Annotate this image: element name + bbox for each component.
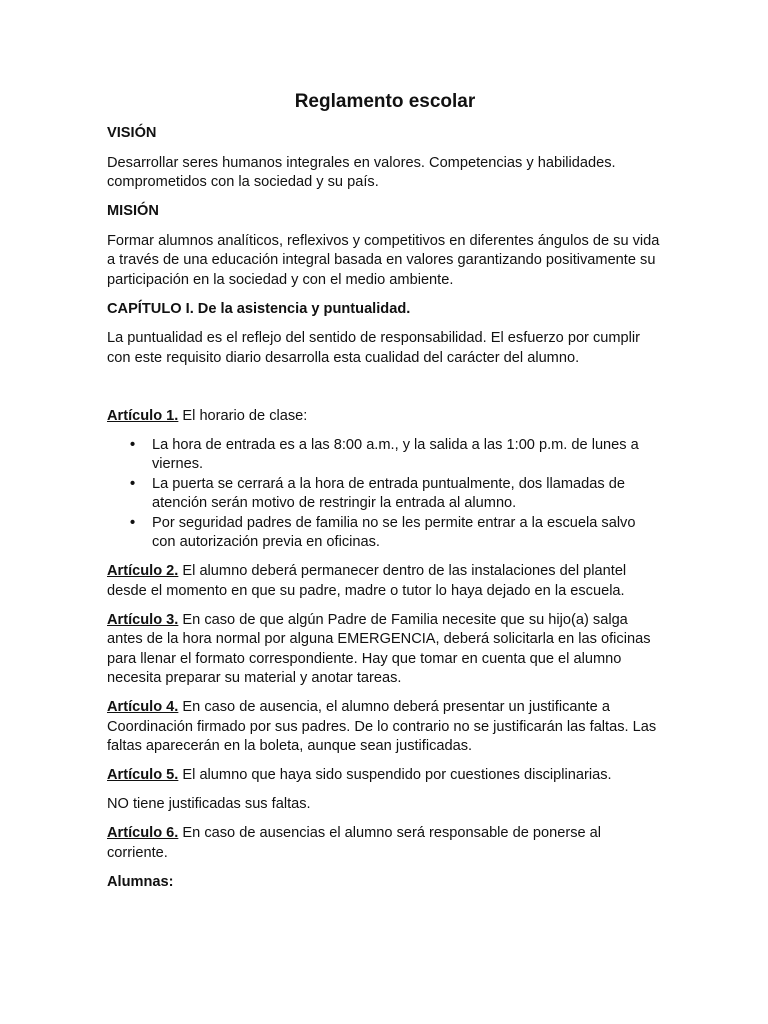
vision-text: Desarrollar seres humanos integrales en valores. Competencias y habilidades. comprometidos con la sociedad y su país. <box>107 154 616 190</box>
article-6 <box>107 824 663 863</box>
article-2 <box>107 562 663 601</box>
article-label: Artículo 1. <box>107 407 179 424</box>
article-text: El alumno que haya sido suspendido por cuestiones disciplinarias. <box>178 767 612 783</box>
document-page <box>107 90 663 902</box>
bullet-list <box>107 436 663 553</box>
mision-heading: MISIÓN <box>107 203 159 219</box>
article-text: En caso de que algún Padre de Familia necesite que su hijo(a) salga antes de la hora normal por alguna EMERGENCIA, deberá solicitarla en las oficinas para llenar el formato correspondiente. Hay que tomar en cuenta que el alumno necesita preparar su material y anotar tareas. <box>107 611 651 686</box>
list-item-text: Por seguridad padres de familia no se les permite entrar a la escuela salvo con autorización previa en oficinas. <box>152 514 636 550</box>
list-item <box>130 475 663 514</box>
list-item <box>130 514 663 553</box>
article-label: Artículo 6. <box>107 825 179 841</box>
article-3 <box>107 611 663 689</box>
bullet-icon: • <box>130 475 136 492</box>
alumnas-heading: Alumnas: <box>107 873 174 890</box>
article-text: En caso de ausencias el alumno será responsable de ponerse al corriente. <box>107 825 602 861</box>
article-label: Artículo 2. <box>107 563 179 579</box>
mision-text: Formar alumnos analíticos, reflexivos y competitivos en diferentes ángulos de su vida a través de una educación integral basada en valores garantizando positivamente su participación en la sociedad y con el medio ambiente. <box>107 232 660 288</box>
article-label: Artículo 5. <box>107 767 179 783</box>
bullet-icon: • <box>130 436 136 453</box>
article-5 <box>107 766 663 786</box>
article-5-note: NO tiene justificadas sus faltas. <box>107 796 311 812</box>
article-text: El alumno deberá permanecer dentro de las instalaciones del plantel desde el momento en que su padre, madre o tutor lo haya dejado en la escuela. <box>107 563 627 599</box>
bullet-icon: • <box>130 514 136 531</box>
vision-heading: VISIÓN <box>107 125 157 141</box>
chapter-intro: La puntualidad es el reflejo del sentido de responsabilidad. El esfuerzo por cumplir con este requisito diario desarrolla esta cualidad del carácter del alumno. <box>107 330 640 366</box>
list-item <box>130 436 663 475</box>
blank-line <box>107 378 663 407</box>
list-item-text: La puerta se cerrará a la hora de entrada puntualmente, dos llamadas de atención serán motivo de restringir la entrada al alumno. <box>152 475 625 511</box>
article-4 <box>107 698 663 757</box>
article-text: El horario de clase: <box>178 407 308 424</box>
article-text: En caso de ausencia, el alumno deberá presentar un justificante a Coordinación firmado por sus padres. De lo contrario no se justificarán las faltas. Las faltas aparecerán en la boleta, aunque sean justificadas. <box>107 699 657 754</box>
list-item-text: La hora de entrada es a las 8:00 a.m., y la salida a las 1:00 p.m. de lunes a viernes. <box>152 436 639 472</box>
chapter-heading: CAPÍTULO I. De la asistencia y puntualidad. <box>107 300 411 317</box>
article-1 <box>107 407 663 427</box>
article-label: Artículo 3. <box>107 611 179 628</box>
document-title: Reglamento escolar <box>294 91 476 112</box>
article-label: Artículo 4. <box>107 699 179 715</box>
